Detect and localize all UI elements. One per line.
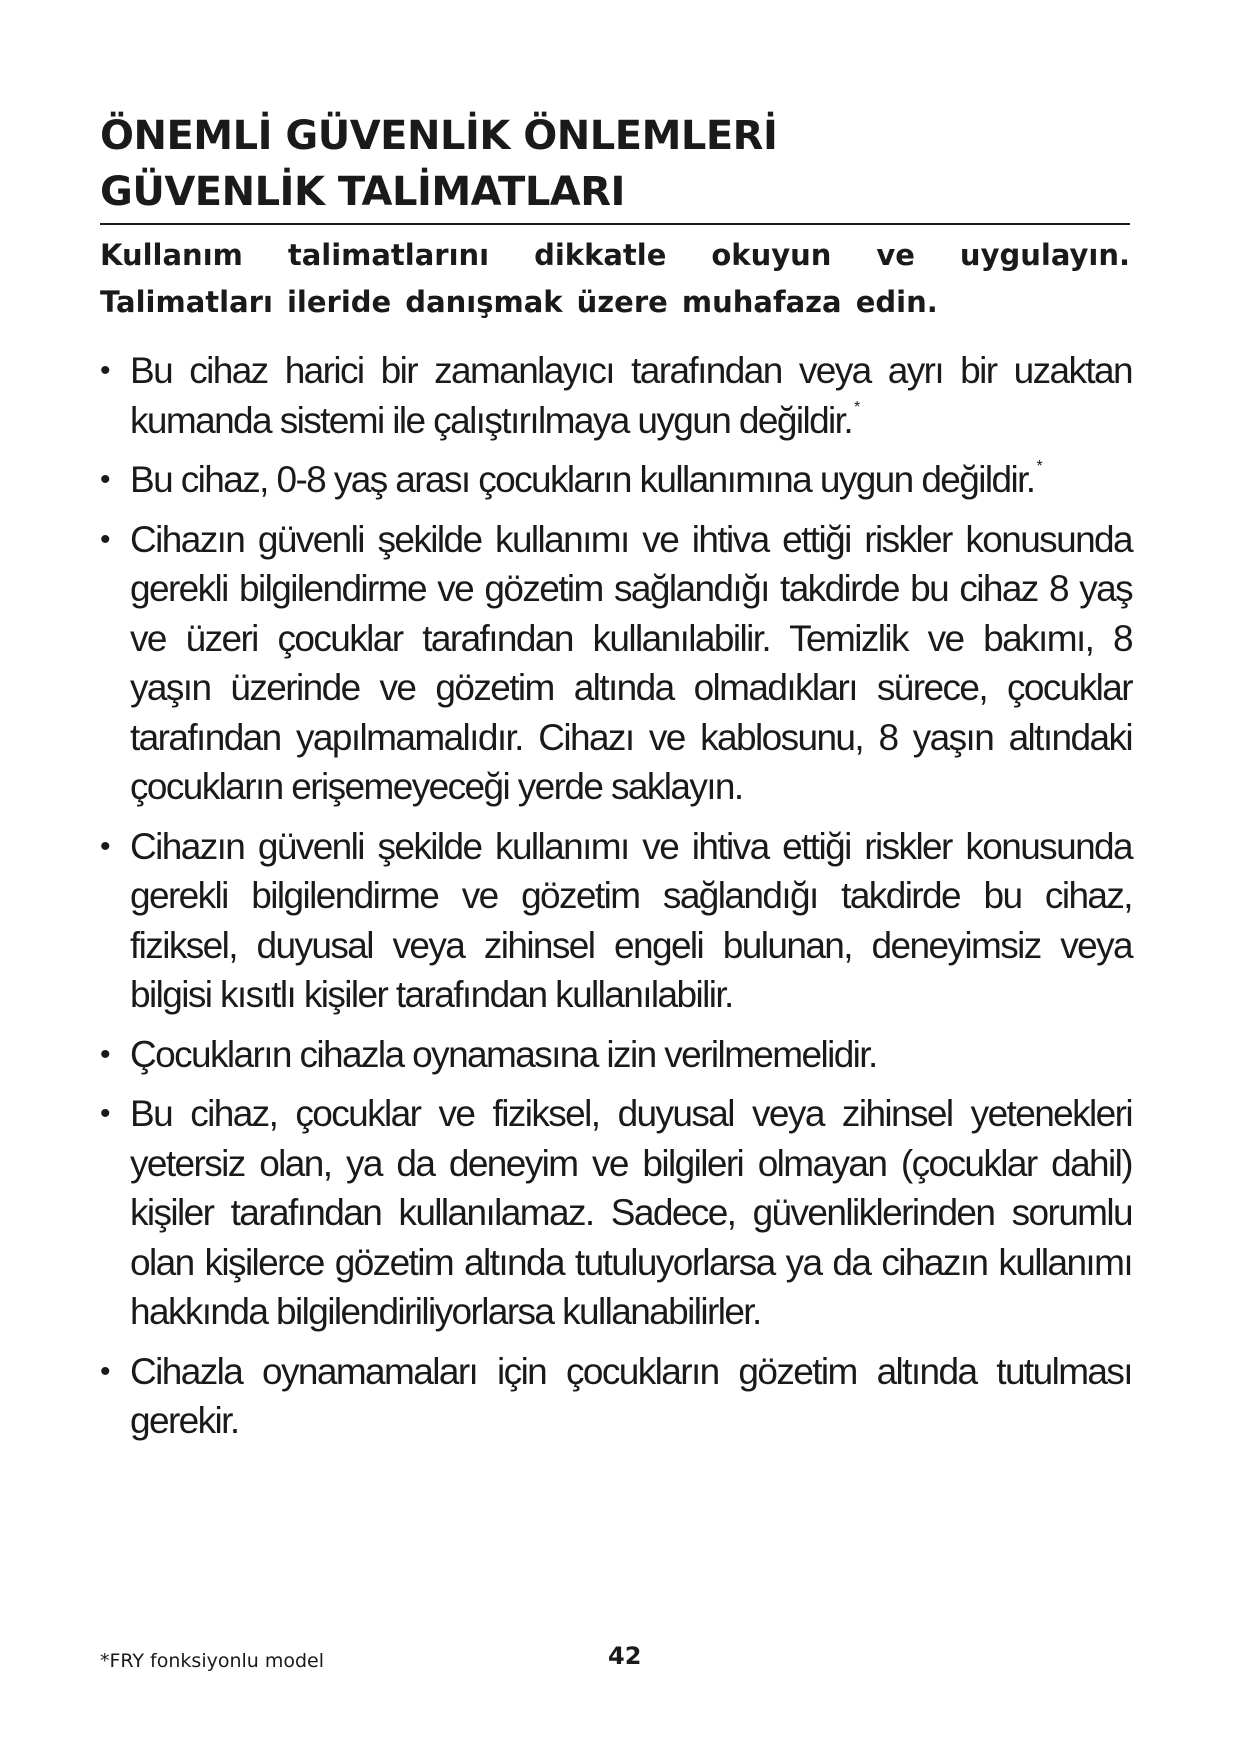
bullet-icon: • (100, 463, 111, 496)
footnote: *FRY fonksiyonlu model (100, 1650, 325, 1672)
list-item-text: Çocukların cihazla oynamasına izin verilmemelidir. (130, 1033, 877, 1075)
bullet-icon: • (100, 1097, 111, 1130)
list-item (100, 1089, 1132, 1337)
list-item (100, 822, 1132, 1020)
title-line-1: ÖNEMLİ GÜVENLİK ÖNLEMLERİ (100, 113, 778, 159)
list-item-text: Cihazla oynamamaları için çocukların gözetim altında tutulması gerekir. (130, 1350, 1132, 1441)
page-number: 42 (608, 1642, 642, 1670)
list-item (100, 346, 1132, 445)
bullet-icon: • (100, 1037, 111, 1071)
list-item (100, 515, 1132, 812)
bullet-icon: • (100, 829, 111, 863)
bullet-icon: • (100, 354, 111, 387)
intro-paragraph: Kullanım talimatlarını dikkatle okuyun ve uygulayın. Talimatları ileride danışmak üzere muhafaza edin. (100, 238, 1130, 319)
list-item-text: Bu cihaz, çocuklar ve fiziksel, duyusal veya zihinsel yetenekleri yetersiz olan, ya da deneyim ve bilgileri olmayan (çocuklar dahil) kişiler tarafından kullanılamaz. Sadece, güvenliklerinden sorumlu olan kişilerce gözetim altında tutuluyorlarsa ya da cihazın kullanımı hakkında bilgilendiriliyorlarsa kullanabilirler. (130, 1093, 1132, 1332)
list-item (100, 455, 1132, 505)
list-item-text: Bu cihaz, 0-8 yaş arası çocukların kullanımına uygun değildir. (130, 459, 1035, 500)
bullet-icon: • (100, 522, 111, 556)
list-item-text: Cihazın güvenli şekilde kullanımı ve ihtiva ettiği riskler konusunda gerekli bilgilendirme ve gözetim sağlandığı takdirde bu cihaz, fiziksel, duyusal veya zihinsel engeli bulunan, deneyimsiz veya bilgisi kısıtlı kişiler tarafından kullanılabilir. (130, 825, 1132, 1015)
footnote-marker: * (854, 398, 859, 416)
list-item (100, 1030, 1132, 1080)
title-divider (100, 223, 1130, 225)
list-item-text: Bu cihaz harici bir zamanlayıcı tarafından veya ayrı bir uzaktan kumanda sistemi ile çalıştırılmaya uygun değildir. (130, 350, 1132, 441)
title-line-2: GÜVENLİK TALİMATLARI (100, 169, 625, 215)
safety-list (100, 346, 1132, 1456)
page-title (100, 108, 777, 220)
list-item-text: Cihazın güvenli şekilde kullanımı ve ihtiva ettiği riskler konusunda gerekli bilgilendirme ve gözetim sağlandığı takdirde bu cihaz 8 yaş ve üzeri çocuklar tarafından kullanılabilir. Temizlik ve bakımı, 8 yaşın üzerinde ve gözetim altında olmadıkları sürece, çocuklar tarafından yapılmamalıdır. Cihazı ve kablosunu, 8 yaşın altındaki çocukların erişemeyeceği yerde saklayın. (130, 518, 1132, 807)
footnote-marker: * (1036, 458, 1042, 475)
manual-page (100, 0, 1130, 1754)
list-item (100, 1347, 1132, 1446)
bullet-icon: • (100, 1354, 111, 1388)
